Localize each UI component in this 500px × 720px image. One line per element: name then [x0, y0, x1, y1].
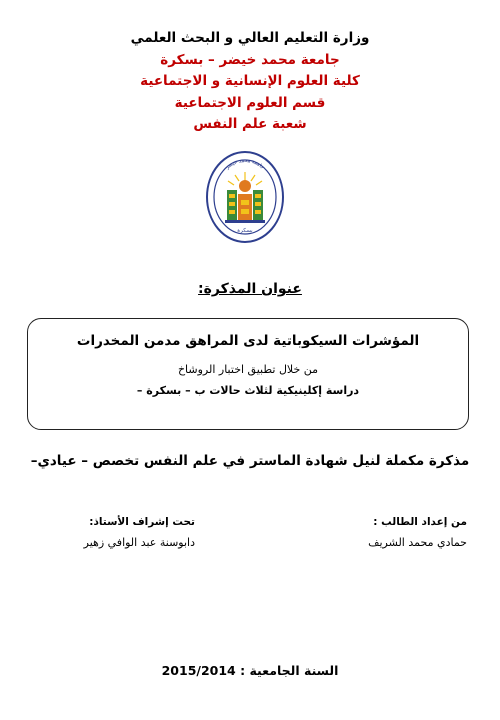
branch-name: شعبة علم النفس [193, 116, 307, 132]
logo-ring-text: جامعة محمد خيضر [224, 157, 266, 171]
ministry-name: وزارة التعليم العالي و البحث العلمي [130, 30, 370, 46]
department-name: قسم العلوم الاجتماعية [174, 94, 326, 111]
university-name: جامعة محمد خيضر – بسكرة [160, 51, 340, 68]
supervisor-label: تحت إشراف الأستاذ: [89, 516, 195, 528]
supervisor-block [84, 516, 195, 549]
thesis-note: مذكرة مكملة لنيل شهادة الماستر في علم النفس تخصص – عيادي– [30, 453, 470, 469]
title-box [27, 318, 469, 430]
student-block [368, 516, 467, 549]
subject-label: عنوان المذكرة: [198, 281, 302, 297]
thesis-study-type: دراسة إكلينيكية لثلاث حالات ب – بسكرة – [136, 384, 360, 397]
thesis-title: المؤشرات السيكوباتية لدى المراهق مدمن المخدرات [76, 333, 420, 349]
student-name: حمادي محمد الشريف [368, 536, 467, 549]
university-seal-icon [205, 150, 285, 245]
academic-year-label: السنة الجامعية : [240, 663, 339, 678]
faculty-name: كلية العلوم الإنسانية و الاجتماعية [140, 73, 360, 89]
logo-bottom-text: بسكرة [237, 228, 253, 234]
thesis-subtitle: من خلال تطبيق اختبار الروشاخ [177, 363, 319, 376]
student-label: من إعداد الطالب : [373, 516, 467, 528]
academic-year-value: 2015/2014 [161, 663, 236, 678]
supervisor-name: دابوسنة عبد الوافي زهير [83, 536, 195, 549]
academic-year [0, 663, 500, 678]
institution-header [0, 28, 500, 136]
